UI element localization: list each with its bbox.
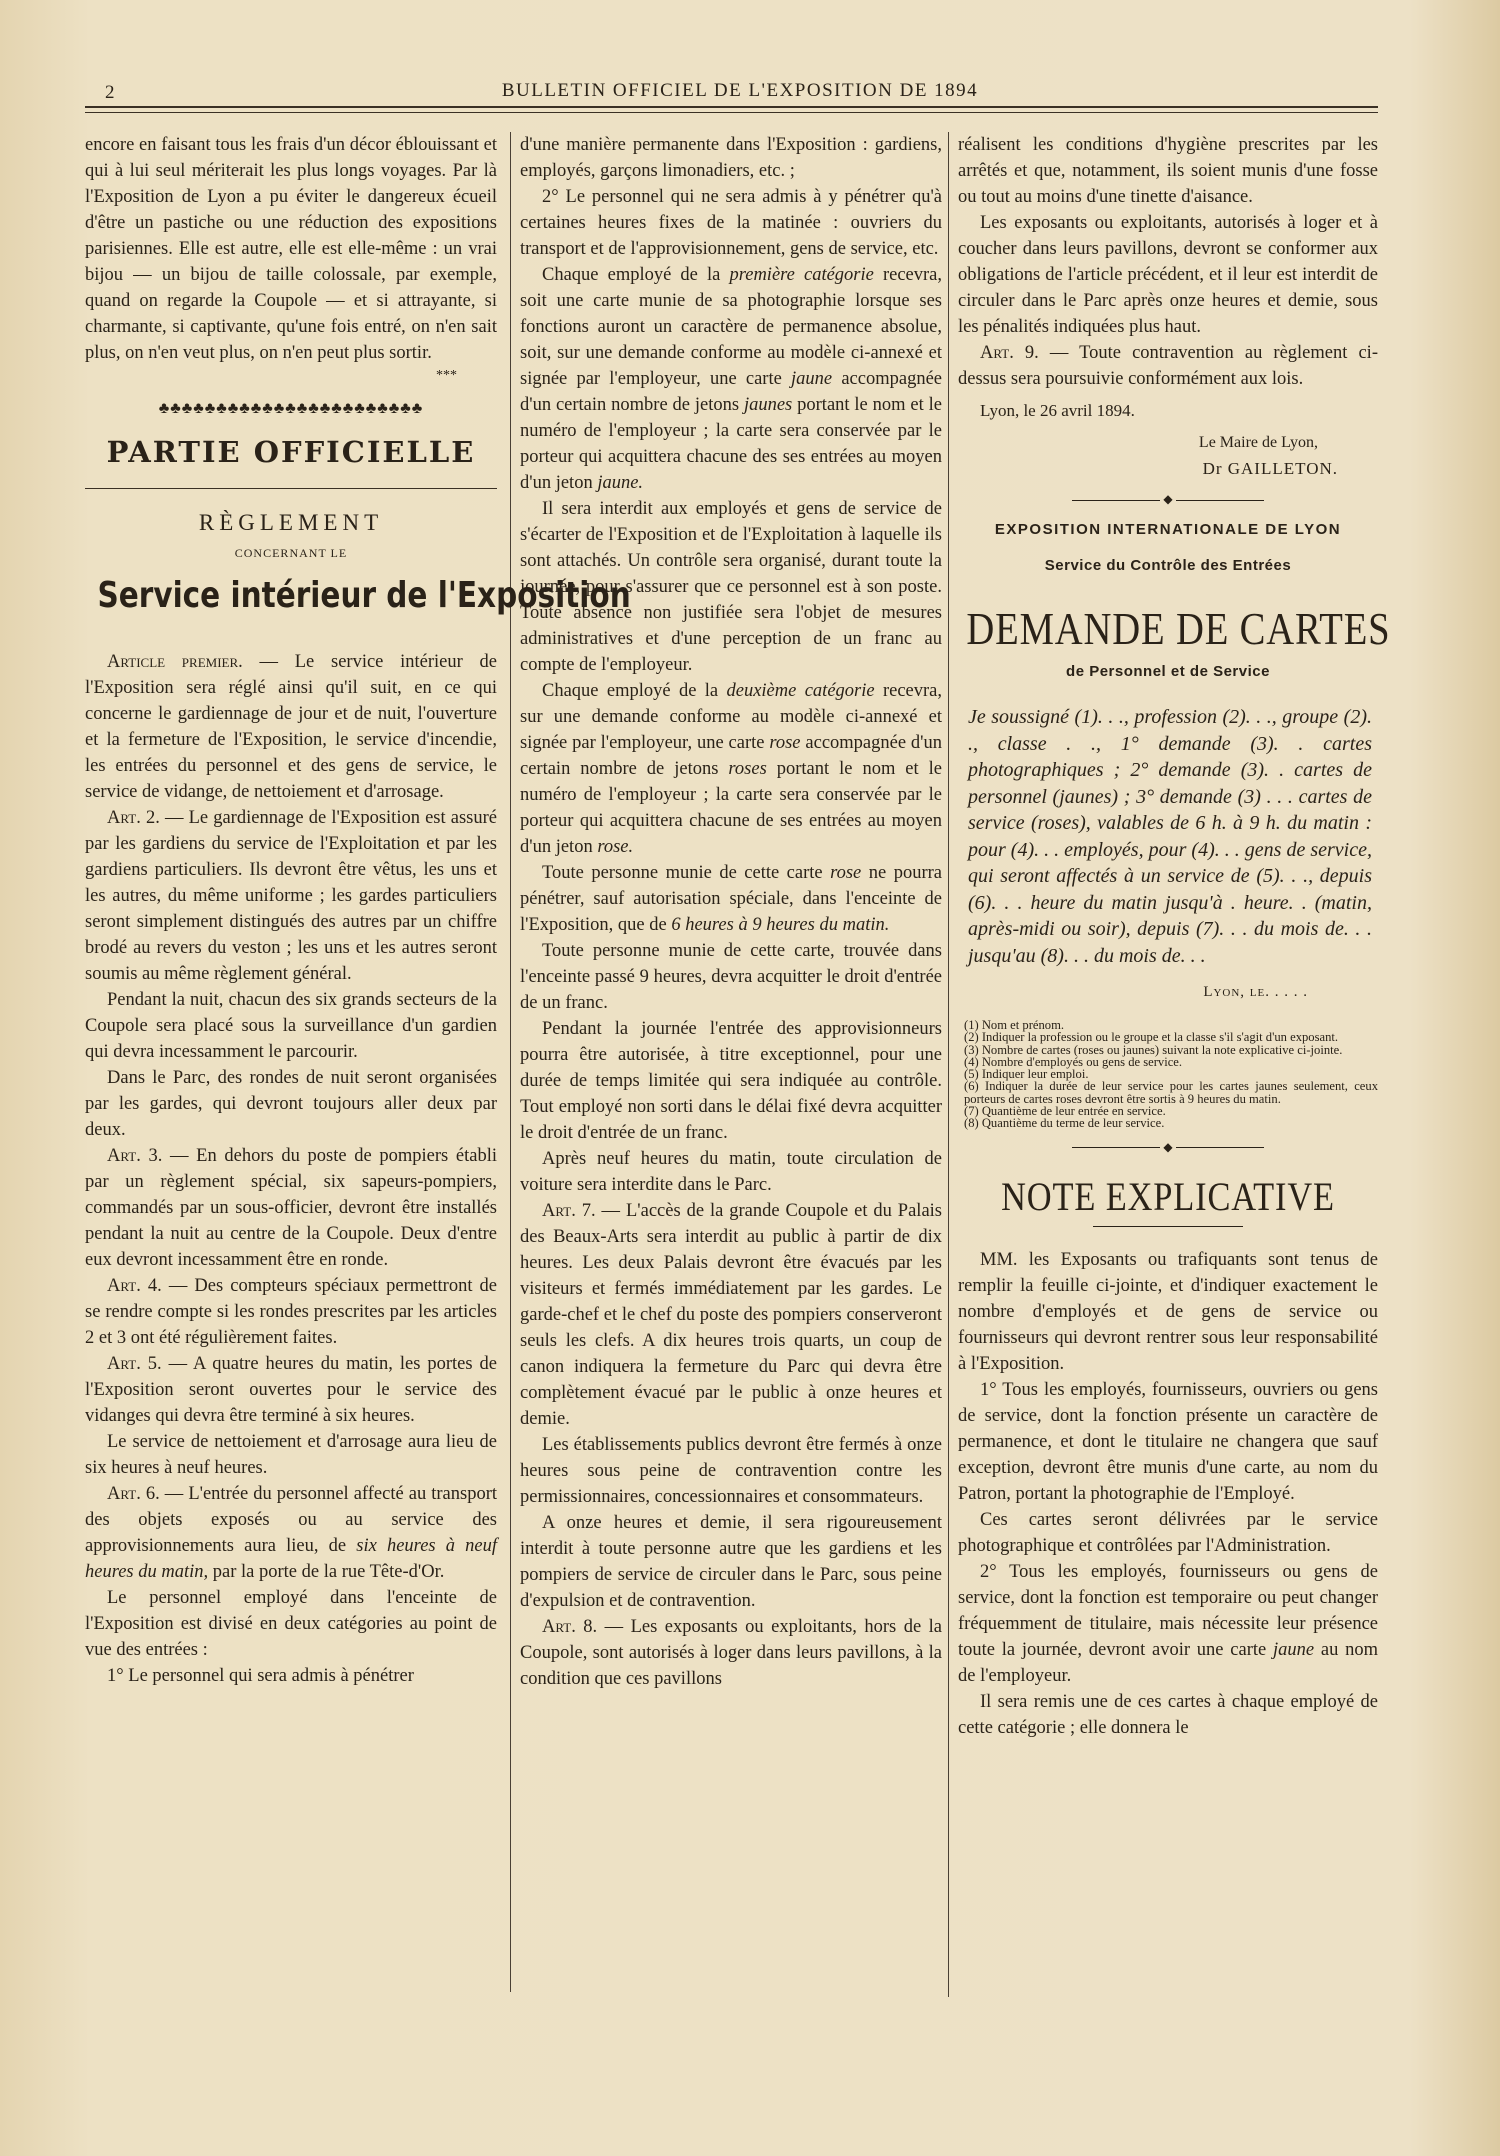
paragraph: Chaque employé de la deuxième catégorie recevra, sur une demande conforme au modèle ci-annexé et signée par l'employeur, une carte rose accompagnée d'un certain nombre de jetons roses portant le nom et le numéro de l'employeur ; la carte sera conservée par le porteur qui acquittera chacune de ses entrées au moyen d'un jeton rose. bbox=[520, 681, 943, 857]
paragraph: Toute personne munie de cette carte, trouvée dans l'enceinte passé 9 heures, devra acquitter le droit d'entrée de un franc. bbox=[520, 941, 942, 1013]
paragraph: réalisent les conditions d'hygiène prescrites par les arrêtés et que, notamment, ils soient munis d'une fosse ou tout au moins d'une tinette d'aisance. bbox=[958, 135, 1378, 207]
footnote: (1) Nom et prénom. bbox=[964, 1018, 1065, 1032]
demande-subtitle: de Personnel et de Service bbox=[1066, 663, 1270, 680]
paragraph: A onze heures et demie, il sera rigoureusement interdit à toute personne autre que les gardiens et les pompiers de service de circuler dans le Parc, sous peine d'expulsion et de contravention. bbox=[520, 1513, 942, 1611]
paragraph: Le personnel employé dans l'enceinte de l'Exposition est divisé en deux catégories au point de vue des entrées : bbox=[85, 1588, 497, 1660]
paragraph: Après neuf heures du matin, toute circulation de voiture sera interdite dans le Parc. bbox=[520, 1149, 942, 1195]
note-title: NOTE EXPLICATIVE bbox=[1001, 1173, 1335, 1219]
running-head bbox=[105, 80, 1375, 106]
column-2 bbox=[520, 132, 942, 1692]
paragraph: Pendant la journée l'entrée des approvisionneurs pourra être autorisée, à titre exceptionnel, pour une durée de temps limitée qui sera indiquée au contrôle. Tout employé non sorti dans le délai fixé devra acquitter le droit d'entrée de un franc. bbox=[520, 1019, 942, 1143]
asterism: *** bbox=[436, 368, 457, 383]
exposition-heading: EXPOSITION INTERNATIONALE DE LYON bbox=[994, 521, 1342, 538]
column-1 bbox=[85, 132, 631, 1689]
diamond-divider: ◆ bbox=[958, 492, 1378, 506]
footnote: (2) Indiquer la profession ou le groupe et la classe s'il s'agit d'un exposant. bbox=[964, 1030, 1339, 1045]
paragraph: Pendant la nuit, chacun des six grands secteurs de la Coupole sera placé sous la surveillance d'un gardien qui devra incessamment le parcourir. bbox=[85, 990, 497, 1062]
footnote: (8) Quantième du terme de leur service. bbox=[964, 1116, 1165, 1131]
title-rule bbox=[1093, 1226, 1243, 1227]
form-date: Lyon, le. . . . . bbox=[1203, 984, 1308, 1000]
paragraph: MM. les Exposants ou trafiquants sont tenus de remplir la feuille ci-jointe, et d'indiquer exactement le nombre d'employés et de gens de service ou fournisseurs qui devront rentrer sous leur responsabilité à l'Exposition. bbox=[958, 1249, 1378, 1374]
paragraph: Ces cartes seront délivrées par le service photographique et contrôlées par l'Administration. bbox=[958, 1509, 1378, 1556]
footnotes bbox=[958, 1019, 1378, 1130]
paragraph: Chaque employé de la première catégorie recevra, soit une carte munie de sa photographie lorsque ses fonctions auront un caractère de permanence absolue, soit, sur une demande conforme au modèle ci-annexé et signée par l'employeur, une carte jaune accompagnée d'un certain nombre de jetons jaunes portant le nom et le numéro de l'employeur ; la carte sera conservée par le porteur qui acquittera chacune des ses entrées au moyen d'un jeton jaune. bbox=[520, 265, 943, 493]
paragraph: Dans le Parc, des rondes de nuit seront organisées par les gardes, qui devront toujours aller deux par deux. bbox=[85, 1068, 497, 1140]
section-rule bbox=[85, 488, 497, 489]
paragraph: Le service de nettoiement et d'arrosage aura lieu de six heures à neuf heures. bbox=[85, 1432, 497, 1478]
footnote: (3) Nombre de cartes (roses ou jaunes) suivant la note explicative ci-jointe. bbox=[964, 1042, 1343, 1057]
controle-heading: Service du Contrôle des Entrées bbox=[1044, 557, 1292, 574]
footnote: (7) Quantième de leur entrée en service. bbox=[964, 1104, 1166, 1119]
concernant-label: CONCERNANT LE bbox=[234, 546, 348, 560]
article-2: Art. 2. — Le gardiennage de l'Exposition est assuré par les gardiens du service de l'Exploitation et par les gardiens particuliers. Ils devront être vêtus, les uns et les autres, du même uniforme ; les gardes particuliers seront simplement distingués des autres par un chiffre brodé au revers du veston ; les uns et les autres seront soumis au même règlement général. bbox=[85, 808, 497, 984]
column-3 bbox=[958, 132, 1391, 1741]
paragraph: Toute personne munie de cette carte rose ne pourra pénétrer, sauf autorisation spéciale, dans l'enceinte de l'Exposition, que de 6 heures à 9 heures du matin. bbox=[520, 863, 942, 935]
signature-date: Lyon, le 26 avril 1894. bbox=[980, 401, 1135, 420]
intro-paragraph: encore en faisant tous les frais d'un décor éblouissant et qui à lui seul mériterait les plus longs voyages. Par là l'Exposition de Lyon a pu éviter le dangereux écueil d'être un pastiche ou une réduction des expositions parisiennes. Elle est autre, elle est elle-même : un vrai bijou — un bijou de taille colossale, par exemple, quand on regarde la Coupole — et si attrayante, si charmante, si captivante, qu'une fois entré, on n'en sait plus, on n'en veut plus, on n'en peut plus sortir. bbox=[85, 135, 497, 363]
article-8: Art. 8. — Les exposants ou exploitants, hors de la Coupole, sont autorisés à loger dans leurs pavillons, à la condition que ces pavillons bbox=[520, 1617, 942, 1689]
article-3: Art. 3. — En dehors du poste de pompiers établi par un règlement spécial, six sapeurs-pompiers, commandés par un sous-officier, devront être installés pendant la nuit au centre de la Coupole. Deux d'entre eux devront incessamment être en ronde. bbox=[85, 1146, 497, 1270]
column-divider bbox=[948, 132, 949, 1997]
article-9: Art. 9. — Toute contravention au règlement ci-dessus sera poursuivie conformément aux lois. bbox=[958, 343, 1378, 389]
reglement-title: RÈGLEMENT bbox=[198, 510, 384, 535]
form-template: Je soussigné (1). . ., profession (2). . ., groupe (2). ., classe . ., 1° demande (3). . cartes photographiques ; 2° demande (3). . cartes de personnel (jaunes) ; 3° demande (3) . . . cartes de service (roses), valables de 6 h. à 9 h. du matin : pour (4). . . employés, pour (4). . . gens de service, qui seront affectés à un service de (5). . ., depuis (6). . . heure du matin jusqu'à . heure. . (matin, après-midi ou soir), depuis (7). . . du mois de. . . jusqu'au (8). . . du mois de. . . bbox=[968, 706, 1372, 967]
paragraph: d'une manière permanente dans l'Exposition : gardiens, employés, garçons limonadiers, etc. ; bbox=[520, 135, 942, 181]
paragraph: Il sera remis une de ces cartes à chaque employé de cette catégorie ; elle donnera le bbox=[958, 1691, 1378, 1738]
ornament-border: ♣♣♣♣♣♣♣♣♣♣♣♣♣♣♣♣♣♣♣♣♣♣♣ bbox=[158, 400, 424, 417]
paragraph: Les exposants ou exploitants, autorisés à loger et à coucher dans leurs pavillons, devront se conformer aux obligations de l'article précédent, et il leur est interdit de circuler dans le Parc après onze heures et demie, sous les pénalités indiquées plus haut. bbox=[958, 213, 1378, 337]
section-heading: PARTIE OFFICIELLE bbox=[106, 435, 476, 469]
signature-title: Le Maire de Lyon, bbox=[1198, 434, 1318, 451]
article-4: Art. 4. — Des compteurs spéciaux permettront de se rendre compte si les rondes prescrites par les articles 2 et 3 ont été régulièrement faites. bbox=[85, 1276, 497, 1348]
header-rule-thin bbox=[85, 112, 1378, 113]
demande-title: DEMANDE DE CARTES bbox=[966, 603, 1391, 654]
paragraph: 2° Tous les employés, fournisseurs ou gens de service, dont la fonction est temporaire ou peut changer fréquemment de titulaire, mais nécessite leur présence toute la journée, devront avoir une carte jaune au nom de l'employeur. bbox=[958, 1561, 1378, 1686]
paragraph: 2° Le personnel qui ne sera admis à y pénétrer qu'à certaines heures fixes de la matinée : ouvriers du transport et de l'approvisionnement, gens de service, etc. bbox=[520, 187, 942, 259]
bulletin-title: BULLETIN OFFICIEL DE L'EXPOSITION DE 1894 bbox=[501, 80, 979, 101]
footnote: (5) Indiquer leur emploi. bbox=[964, 1067, 1089, 1082]
paragraph: 1° Tous les employés, fournisseurs, ouvriers ou gens de service, dont la fonction présente un caractère de permanence, et dont le titulaire ne changera que sauf exception, devront être munis d'une carte, au nom du Patron, portant la photographie de l'Employé. bbox=[958, 1379, 1378, 1504]
page-number: 2 bbox=[105, 82, 115, 103]
article-6: Art. 6. — L'entrée du personnel affecté au transport des objets exposés ou au service des approvisionnements aura lieu, de six heures à neuf heures du matin, par la porte de la rue Tête-d'Or. bbox=[85, 1484, 497, 1582]
article-5: Art. 5. — A quatre heures du matin, les portes de l'Exposition seront ouvertes pour le service des vidanges qui devra être terminé à six heures. bbox=[85, 1354, 497, 1426]
footnote: (6) Indiquer la durée de leur service pour les cartes jaunes seulement, ceux porteurs de cartes roses devront être sortis à 9 heures du matin. bbox=[964, 1079, 1378, 1106]
paragraph: 1° Le personnel qui sera admis à pénétrer bbox=[107, 1666, 414, 1686]
article-1: Article premier. — Le service intérieur de l'Exposition sera réglé ainsi qu'il suit, en ce qui concerne le gardiennage de jour et de nuit, l'ouverture et la fermeture de l'Exposition, le service d'incendie, les entrées du personnel et des gens de service, le service de vidange, de nettoiement et d'arrosage. bbox=[85, 652, 497, 802]
paragraph: Il sera interdit aux employés et gens de service de s'écarter de l'Exposition et de l'Exploitation à laquelle ils sont attachés. Un contrôle sera organisé, durant toute la journée, pour s'assurer que ce personnel est à son poste. Toute absence non justifiée sera l'objet de mesures administratives et d'une perception de un franc au compte de l'employeur. bbox=[520, 499, 942, 675]
service-title: Service intérieur de l'Exposition bbox=[97, 575, 631, 616]
header-rule bbox=[85, 106, 1378, 108]
article-7: Art. 7. — L'accès de la grande Coupole et du Palais des Beaux-Arts sera interdit au public à partir de dix heures. Les deux Palais devront être évacués par les visiteurs et fermés immédiatement par les gardes. Le garde-chef et le chef du poste des pompiers conserveront seuls les clefs. A dix heures trois quarts, un coup de canon indiquera la fermeture du Parc qui devra être complètement évacué par le public à onze heures et demie. bbox=[520, 1201, 942, 1429]
footnote: (4) Nombre d'employés ou gens de service. bbox=[964, 1054, 1183, 1069]
diamond-divider: ◆ bbox=[958, 1140, 1378, 1154]
column-divider bbox=[510, 132, 511, 1992]
signature-name: Dr GAILLETON. bbox=[1202, 459, 1338, 478]
paragraph: Les établissements publics devront être fermés à onze heures sous peine de contravention contre les permissionnaires, concessionnaires et consommateurs. bbox=[520, 1435, 942, 1507]
